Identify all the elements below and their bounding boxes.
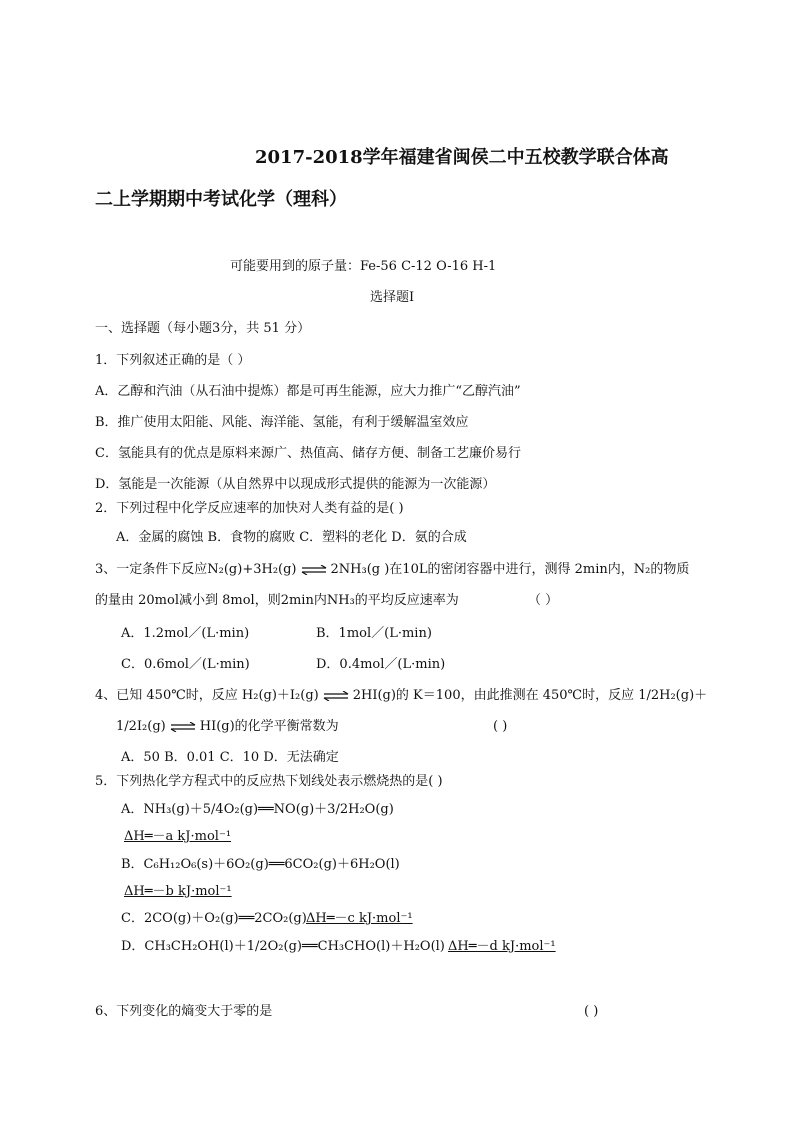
q6-answer-paren: ( )	[584, 1004, 599, 1019]
q4-stem-right: 2HI(g)的 K＝100，由此推测在 450℃时，反应 1/2H₂(g)＋	[352, 688, 708, 703]
q3-option-c: C．0.6mol／(L·min)	[121, 657, 250, 672]
section-label: 选择题Ⅰ	[370, 290, 415, 305]
q5-option-a-enthalpy: ΔH═－a kJ·mol⁻¹	[124, 829, 232, 844]
q1-option-a: A．乙醇和汽油（从石油中提炼）都是可再生能源，应大力推广“乙醇汽油”	[95, 384, 521, 399]
q3-stem-left: 3、一定条件下反应N₂(g)+3H₂(g)	[95, 562, 297, 577]
equilibrium-arrow-icon	[323, 691, 349, 701]
q4-stem	[95, 687, 707, 705]
q1-option-c: C．氢能具有的优点是原料来源广、热值高、储存方便、制备工艺廉价易行	[95, 446, 521, 461]
q4-line2	[116, 718, 339, 736]
equilibrium-arrow-icon	[301, 565, 327, 575]
section-heading: 一、选择题（每小题3分，共 51 分）	[95, 321, 311, 336]
q5-option-c-enthalpy: ΔH═－c kJ·mol⁻¹	[306, 911, 413, 926]
q6-stem: 6、下列变化的熵变大于零的是	[95, 1004, 273, 1019]
q4-answer-paren: ( )	[493, 719, 508, 734]
q5-option-d-enthalpy: ΔH═－d kJ·mol⁻¹	[448, 939, 556, 954]
q5-option-a-equation: A．NH₃(g)＋5/4O₂(g)══NO(g)＋3/2H₂O(g)	[121, 802, 394, 817]
q3-stem	[95, 561, 689, 579]
q5-option-b-enthalpy: ΔH═－b kJ·mol⁻¹	[124, 884, 232, 899]
q1-option-d: D．氢能是一次能源（从自然界中以现成形式提供的能源为一次能源）	[95, 477, 496, 492]
q3-option-a: A．1.2mol／(L·min)	[121, 626, 250, 641]
q4-line2-right: HI(g)的化学平衡常数为	[199, 719, 339, 734]
atomic-masses: 可能要用到的原子量：Fe-56 C-12 O-16 H-1	[230, 259, 497, 274]
q4-stem-left: 4、已知 450℃时，反应 H₂(g)＋I₂(g)	[95, 688, 319, 703]
q5-option-d-equation: D．CH₃CH₂OH(l)＋1/2O₂(g)══CH₃CHO(l)＋H₂O(l)	[121, 939, 445, 954]
q4-line2-left: 1/2I₂(g)	[116, 719, 166, 734]
q5-option-c-equation: C．2CO(g)＋O₂(g)══2CO₂(g)	[121, 911, 307, 926]
equilibrium-arrow-icon	[170, 722, 196, 732]
q4-options: A．50 B．0.01 C．10 D．无法确定	[121, 750, 339, 765]
q2-options: A．金属的腐蚀 B．食物的腐败 C．塑料的老化 D．氨的合成	[116, 530, 467, 545]
q3-option-d: D．0.4mol／(L·min)	[316, 657, 446, 672]
document-title-line1: 2017-2018学年福建省闽侯二中五校教学联合体高	[255, 147, 669, 168]
q2-stem: 2．下列过程中化学反应速率的加快对人类有益的是( )	[95, 501, 404, 516]
document-title-line2: 二上学期期中考试化学（理科）	[95, 189, 347, 210]
q1-option-b: B．推广使用太阳能、风能、海洋能、氢能，有利于缓解温室效应	[95, 415, 469, 430]
q3-line2: 的量由 20mol减小到 8mol，则2min内NH₃的平均反应速率为	[95, 593, 459, 608]
q1-stem: 1．下列叙述正确的是（ ）	[95, 353, 251, 368]
q3-stem-right: 2NH₃(g )在10L的密闭容器中进行，测得 2min内，N₂的物质	[330, 562, 690, 577]
q3-option-b: B．1mol／(L·min)	[316, 626, 432, 641]
q3-answer-paren: （ ）	[528, 593, 559, 608]
q5-option-b-equation: B．C₆H₁₂O₆(s)＋6O₂(g)══6CO₂(g)＋6H₂O(l)	[121, 857, 400, 872]
q5-stem: 5．下列热化学方程式中的反应热下划线处表示燃烧热的是( )	[95, 774, 443, 789]
